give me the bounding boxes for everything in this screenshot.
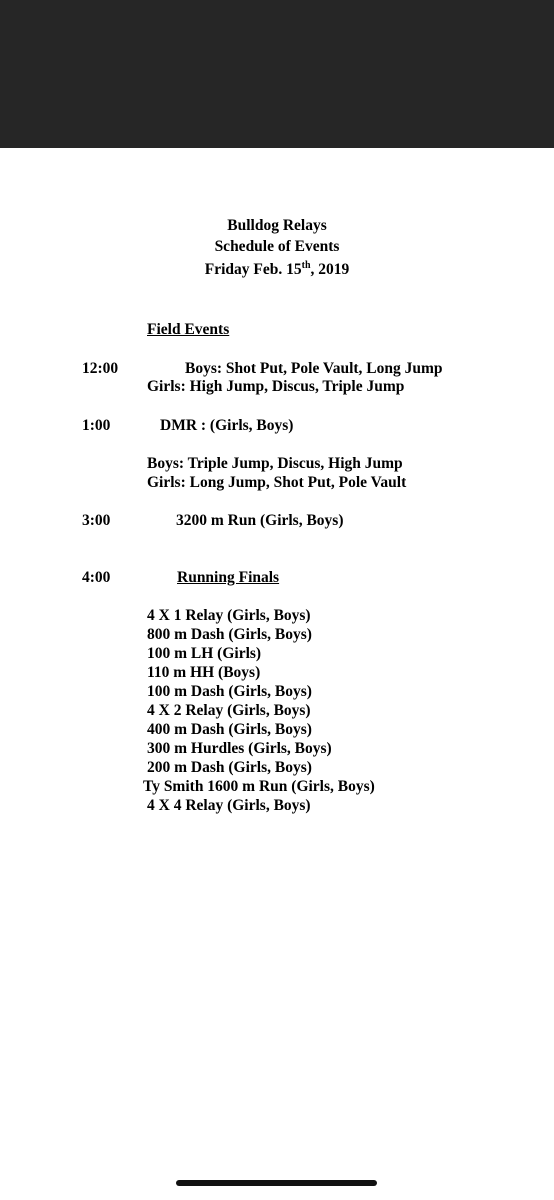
time-label: 1:00: [82, 417, 111, 434]
running-event: 4 X 1 Relay (Girls, Boys): [147, 607, 311, 624]
document-page: [0, 148, 554, 1200]
schedule-line: Girls: High Jump, Discus, Triple Jump: [147, 378, 405, 395]
event-date-superscript: th: [301, 260, 311, 271]
event-subtitle: Schedule of Events: [214, 238, 340, 255]
running-event: 100 m Dash (Girls, Boys): [147, 683, 312, 700]
schedule-line: Boys: Triple Jump, Discus, High Jump: [147, 455, 403, 472]
time-label: 4:00: [82, 569, 111, 586]
schedule-line: Girls: Long Jump, Shot Put, Pole Vault: [147, 474, 407, 491]
time-label: 3:00: [82, 512, 111, 529]
home-indicator[interactable]: [176, 1180, 377, 1186]
event-date-prefix: Friday Feb. 15: [204, 261, 302, 278]
running-event: Ty Smith 1600 m Run (Girls, Boys): [143, 778, 375, 795]
running-finals-heading: Running Finals: [177, 569, 280, 586]
event-title: Bulldog Relays: [227, 217, 327, 234]
schedule-line: DMR : (Girls, Boys): [160, 417, 294, 434]
running-event: 800 m Dash (Girls, Boys): [147, 626, 312, 643]
event-date: [0, 260, 554, 279]
running-event: 200 m Dash (Girls, Boys): [147, 759, 312, 776]
schedule-line: Boys: Shot Put, Pole Vault, Long Jump: [185, 360, 443, 377]
schedule-line: 3200 m Run (Girls, Boys): [176, 512, 344, 529]
running-event: 100 m LH (Girls): [147, 645, 262, 662]
time-label: 12:00: [82, 360, 119, 377]
running-event: 4 X 4 Relay (Girls, Boys): [147, 797, 311, 814]
event-date-suffix: , 2019: [310, 261, 350, 278]
top-dark-bar: [0, 0, 554, 148]
running-event: 400 m Dash (Girls, Boys): [147, 721, 312, 738]
running-event: 300 m Hurdles (Girls, Boys): [147, 740, 332, 757]
running-event: 110 m HH (Boys): [147, 664, 261, 681]
field-events-heading: Field Events: [147, 321, 230, 338]
running-event: 4 X 2 Relay (Girls, Boys): [147, 702, 311, 719]
